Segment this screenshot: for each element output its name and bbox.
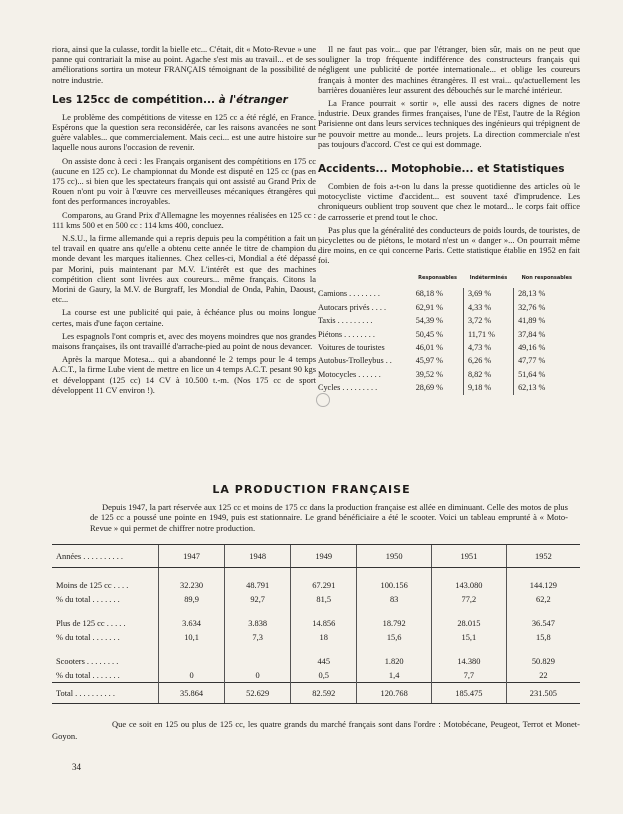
table-cell: 7,3 [225, 630, 291, 644]
table-cell: 15,1 [432, 630, 507, 644]
stats-cell: 47,77 % [514, 355, 580, 368]
paragraph: La course est une publicité qui paie, à échéance plus ou moins longue certes, mais d'une façon certaine. [52, 307, 316, 328]
stats-cell: 8,82 % [463, 368, 513, 381]
production-table [52, 544, 580, 704]
table-cell [159, 654, 225, 668]
section-heading-accidents: Accidents... Motophobie... et Statistiques [318, 163, 565, 176]
right-column [318, 44, 580, 395]
stats-cell: 3,72 % [463, 315, 513, 328]
stats-header: Non responsables [521, 274, 572, 281]
table-cell: 18.792 [357, 616, 432, 630]
table-cell: 22 [506, 668, 580, 683]
stats-cell: 11,71 % [463, 328, 513, 341]
table-cell: 15,8 [506, 630, 580, 644]
table-row [52, 616, 580, 630]
production-intro [90, 502, 568, 533]
paragraph: N.S.U., la firme allemande qui a repris depuis peu la compétition a fait un tel travail en quatre ans qu'elle a obtenu cette année le titre de champion du monde devant les marques italiennes. Chez celles-ci, Mondial a été dépassé par Morini, puis maintenant par M.V. L'intérêt est que des machines compétition client sont livrées aux coureurs... même français. Citons la Morini de Gaury, la M.V. de Burgraff, les Mondial de Onda, Pahin, Daoust, etc... [52, 233, 316, 305]
stats-label: Camions . . . . . . . . [318, 289, 380, 299]
table-cell: 0 [225, 668, 291, 683]
stats-cell: 45,97 % [415, 356, 443, 366]
year-cell: 1947 [159, 545, 225, 568]
heading-text: Les 125cc de compétition... [52, 93, 215, 106]
table-cell: 67.291 [291, 578, 357, 592]
paragraph: Pas plus que la généralité des conducteurs de poids lourds, de touristes, de bicyclettes ou de piétons, le motard n'est un « danger »... On pourrait même dire moins, en ce qui concerne Paris. Cette statistique établie en 1952 en fait foi. [318, 224, 580, 266]
paragraph: Depuis 1947, la part réservée aux 125 cc et moins de 175 cc dans la production française est allée en diminuant. Celle des motos de plus de 125 cc a poussé une pointe en 1949, puis est stationnaire. Le grand bénéficiaire a été le scooter. Voici un tableau emprunté à « Moto-Revue » qui permet de chiffrer notre production. [90, 502, 568, 533]
year-cell: 1950 [357, 545, 432, 568]
ink-stamp-mark [316, 393, 330, 407]
section-heading-competition [52, 94, 316, 106]
total-cell: 52.629 [225, 683, 291, 704]
total-cell: 35.864 [159, 683, 225, 704]
paragraph: On assiste donc à ceci : les Français organisent des compétitions en 175 cc (aucune en 125 cc). Le championnat du Monde est disputé en 125 cc (pas en 175 cc)... si bien que les spectateurs français qui ont assisté au Grand Prix de Rouen n'ont pu voir à l'œuvre ces merveilleuses mécaniques étrangères qui font des performances incroyables. [52, 155, 316, 207]
total-cell: 120.768 [357, 683, 432, 704]
table-cell: 92,7 [225, 592, 291, 606]
paragraph: Combien de fois a-t-on lu dans la presse quotidienne des articles où le motocycliste victime d'accident... est souvent taxé d'imprudence. Les chroniqueurs oublient trop souvent que chez le motard... le corps fait office de carrosserie et prend tout le choc. [318, 181, 580, 222]
stats-cell: 62,91 % [415, 302, 443, 312]
total-cell: 231.505 [506, 683, 580, 704]
left-column [52, 44, 316, 398]
stats-label: Cycles . . . . . . . . . [318, 383, 378, 393]
table-cell: 83 [357, 592, 432, 606]
stats-label: Autobus-Trolleybus . . [318, 356, 392, 366]
paragraph: Que ce soit en 125 ou plus de 125 cc, les quatre grands du marché français sont dans l'ordre : Motobécane, Peugeot, Terrot et Monet-Goyon. [52, 719, 580, 741]
paragraph: La France pourrait « sortir », elle aussi des racers dignes de notre industrie. Deux grandes firmes françaises, l'une de l'Est, l'autre de la Région Parisienne ont dans leurs services techniques des ingénieurs qui trépignent de ne pouvoir mettre au monde... leurs projets. La direction commerciale n'est pas toujours d'accord. C'est ce qui est dommage. [318, 98, 580, 149]
table-cell: 7,7 [432, 668, 507, 683]
stats-cell: 4,73 % [463, 341, 513, 354]
stats-cell: 62,13 % [514, 382, 580, 395]
stats-row [318, 288, 580, 301]
table-cell: 0 [159, 668, 225, 683]
page-number: 34 [72, 762, 81, 772]
paragraph: Comparons, au Grand Prix d'Allemagne les moyennes réalisées en 125 cc : 111 kms 500 et en 500 cc : 114 kms 400, concluez. [52, 209, 316, 230]
stats-header: Responsables [418, 274, 457, 281]
table-cell: 32.230 [159, 578, 225, 592]
table-cell: 3.838 [225, 616, 291, 630]
table-cell: 3.634 [159, 616, 225, 630]
table-cell: 62,2 [506, 592, 580, 606]
stats-row [318, 328, 580, 341]
table-cell: 14.856 [291, 616, 357, 630]
table-cell: 18 [291, 630, 357, 644]
table-cell: 28.015 [432, 616, 507, 630]
years-row [52, 545, 580, 568]
stats-cell: 54,39 % [415, 316, 443, 326]
stats-row [318, 301, 580, 314]
table-cell: 445 [291, 654, 357, 668]
table-cell: 143.080 [432, 578, 507, 592]
years-label: Années . . . . . . . . . . [52, 545, 159, 568]
table-cell: 77,2 [432, 592, 507, 606]
stats-row [318, 341, 580, 354]
stats-cell: 68,18 % [415, 289, 443, 299]
stats-row [318, 315, 580, 328]
stats-cell: 28,69 % [415, 383, 443, 393]
paragraph: Après la marque Motesa... qui a abandonné le 2 temps pour le 4 temps A.C.T., la firme Lube vient de mettre en lice un 4 temps A.C.T. pesant 90 kgs et développant (125 cc) 14 CV à 10.500 t.-m. (Nos 175 cc de sport développent 11 CV environ !). [52, 354, 316, 395]
table-row [52, 654, 580, 668]
stats-label: Taxis . . . . . . . . . [318, 316, 373, 326]
stats-cell: 49,16 % [514, 341, 580, 354]
stats-cell: 4,33 % [463, 301, 513, 314]
row-label: Moins de 125 cc . . . . [56, 580, 129, 590]
production-title: LA PRODUCTION FRANÇAISE [212, 483, 411, 496]
table-cell: 144.129 [506, 578, 580, 592]
total-row [52, 683, 580, 704]
table-cell [225, 654, 291, 668]
row-label: % du total . . . . . . . [56, 594, 120, 604]
stats-cell: 32,76 % [514, 301, 580, 314]
row-label: Scooters . . . . . . . . [56, 656, 119, 666]
stats-cell: 3,69 % [463, 288, 513, 301]
table-row [52, 630, 580, 644]
total-cell: 185.475 [432, 683, 507, 704]
row-label: Plus de 125 cc . . . . . [56, 618, 126, 628]
row-label: % du total . . . . . . . [56, 670, 120, 680]
table-row [52, 668, 580, 683]
stats-row [318, 382, 580, 395]
year-cell: 1949 [291, 545, 357, 568]
stats-cell: 6,26 % [463, 355, 513, 368]
year-cell: 1948 [225, 545, 291, 568]
accident-stats-table [318, 272, 580, 395]
stats-header-row [318, 272, 580, 288]
stats-cell: 41,89 % [514, 315, 580, 328]
stats-label: Autocars privés . . . . [318, 302, 386, 312]
table-cell: 1,4 [357, 668, 432, 683]
stats-label: Piétons . . . . . . . . [318, 329, 375, 339]
table-cell: 50.829 [506, 654, 580, 668]
stats-row [318, 368, 580, 381]
stats-label: Motocycles . . . . . . [318, 369, 381, 379]
stats-cell: 46,01 % [415, 343, 443, 353]
stats-cell: 39,52 % [415, 369, 443, 379]
total-label: Total . . . . . . . . . . [52, 683, 159, 704]
paragraph: riora, ainsi que la culasse, tordit la bielle etc... C'était, dit « Moto-Revue » une panne qui contrariait la mise au point. Agache s'est mis au travail... et de ses améliorations sortira un moteur FRANÇAIS témoignant de la possibilité de notre industrie. [52, 44, 316, 85]
heading-italic-text: à l'étranger [218, 93, 288, 106]
table-cell: 10,1 [159, 630, 225, 644]
paragraph: Le problème des compétitions de vitesse en 125 cc a été réglé, en France. Espérons que la question sera reconsidérée, car les raisons avancées ne sont guère valables... que commercialement. Mais ceci... est une autre histoire sur laquelle nous aurons l'occasion de revenir. [52, 111, 316, 153]
year-cell: 1951 [432, 545, 507, 568]
table-cell: 100.156 [357, 578, 432, 592]
stats-cell: 37,84 % [514, 328, 580, 341]
table-cell: 48.791 [225, 578, 291, 592]
stats-header: Indéterminés [469, 274, 508, 281]
table-cell: 15,6 [357, 630, 432, 644]
table-cell: 1.820 [357, 654, 432, 668]
stats-cell: 50,45 % [415, 329, 443, 339]
stats-row [318, 355, 580, 368]
paragraph: Les espagnols l'ont compris et, avec des moyens moindres que nos grandes maisons françaises, ils ont travaillé d'arrache-pied au point de nous devancer. [52, 330, 316, 352]
production-outro [52, 718, 580, 742]
table-row [52, 592, 580, 606]
table-row [52, 578, 580, 592]
year-cell: 1952 [506, 545, 580, 568]
stats-cell: 51,64 % [514, 368, 580, 381]
table-cell: 89,9 [159, 592, 225, 606]
row-label: % du total . . . . . . . [56, 632, 120, 642]
total-cell: 82.592 [291, 683, 357, 704]
stats-cell: 9,18 % [463, 382, 513, 395]
table-cell: 0,5 [291, 668, 357, 683]
paragraph: Il ne faut pas voir... que par l'étranger, bien sûr, mais on ne peut que souligner la trop fréquente indifférence des constructeurs français qui négligent une publicité de portée internationale... et oblige les coureurs français à monter des machines étrangères. Il est vrai... qu'actuellement les barrières douanières leur assurent des débouchés sur le marché intérieur. [318, 44, 580, 95]
table-cell: 81,5 [291, 592, 357, 606]
stats-cell: 28,13 % [514, 288, 580, 301]
table-cell: 14.380 [432, 654, 507, 668]
stats-label: Voitures de touristes [318, 343, 385, 353]
table-cell: 36.547 [506, 616, 580, 630]
